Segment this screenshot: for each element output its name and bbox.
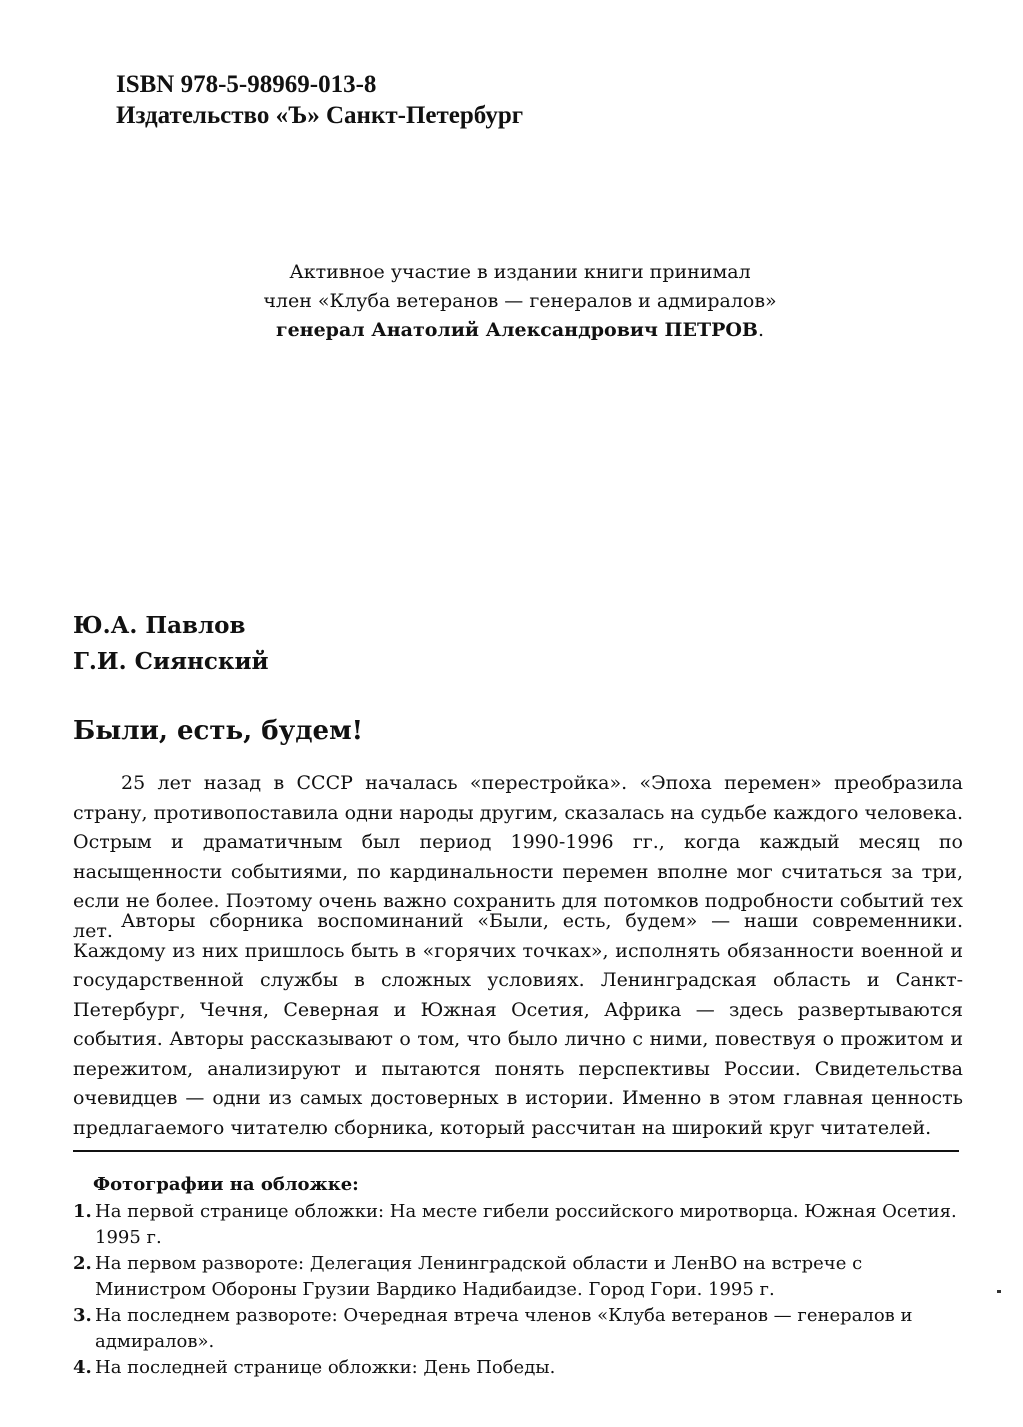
list-text: На последней странице обложки: День Победы. — [95, 1357, 556, 1378]
divider — [73, 1150, 959, 1152]
list-item — [73, 1303, 963, 1355]
credit-line-2: член «Клуба ветеранов — генералов и адмиралов» — [263, 290, 777, 312]
list-item — [73, 1355, 963, 1381]
list-item — [73, 1199, 963, 1251]
list-text: На первой странице обложки: На месте гибели российского миротворца. Южная Осетия. 1995 г. — [95, 1201, 957, 1248]
publisher: Издательство «Ъ» Санкт-Петербург — [116, 102, 524, 129]
photo-list — [73, 1199, 963, 1381]
credit-period: . — [758, 319, 765, 341]
photos-heading: Фотографии на обложке: — [93, 1174, 359, 1195]
credit-block — [190, 258, 850, 345]
list-number: 1. — [73, 1201, 92, 1222]
list-number: 3. — [73, 1305, 92, 1326]
scan-speck — [997, 1290, 1001, 1293]
paragraph-text: 25 лет назад в СССР началась «перестройка». «Эпоха перемен» преобразила страну, противопоставила одни народы другим, сказалась на судьбе каждого человека. Острым и драматичным был период 1990-1996 гг., когда каждый месяц по насыщенности событиями, по кардинальности перемен вполне мог считаться за три, если не более. Поэтому очень важно сохранить для потомков подробности событий тех лет. — [73, 772, 963, 942]
credit-name: генерал Анатолий Александрович ПЕТРОВ — [275, 319, 758, 341]
list-number: 4. — [73, 1357, 92, 1378]
list-text: На первом развороте: Делегация Ленинградской области и ЛенВО на встрече с Министром Обороны Грузии Вардико Надибаидзе. Город Гори. 1995 г. — [95, 1253, 863, 1300]
annotation-paragraph-2 — [73, 907, 963, 1143]
paragraph-text: Авторы сборника воспоминаний «Были, есть, будем» — наши современники. Каждому из них пришлось быть в «горячих точках», исполнять обязанности военной и государственной службы в сложных условиях. Ленинградская область и Санкт-Петербург, Чечня, Северная и Южная Осетия, Африка — здесь развертываются события. Авторы рассказывают о том, что было лично с ними, повествуя о прожитом и пережитом, анализируют и пытаются понять перспективы России. Свидетельства очевидцев — одни из самых достоверных в истории. Именно в этом главная ценность предлагаемого читателю сборника, который рассчитан на широкий круг читателей. — [73, 910, 963, 1139]
list-number: 2. — [73, 1253, 92, 1274]
isbn: ISBN 978-5-98969-013-8 — [116, 71, 377, 98]
book-title: Были, есть, будем! — [73, 716, 364, 746]
credit-line-1: Активное участие в издании книги принимал — [289, 261, 751, 283]
list-text: На последнем развороте: Очередная втреча членов «Клуба ветеранов — генералов и адмиралов». — [95, 1305, 913, 1352]
list-item — [73, 1251, 963, 1303]
author-1: Ю.А. Павлов — [73, 612, 246, 639]
author-2: Г.И. Сиянский — [73, 648, 269, 675]
credit-line-3 — [190, 316, 850, 345]
